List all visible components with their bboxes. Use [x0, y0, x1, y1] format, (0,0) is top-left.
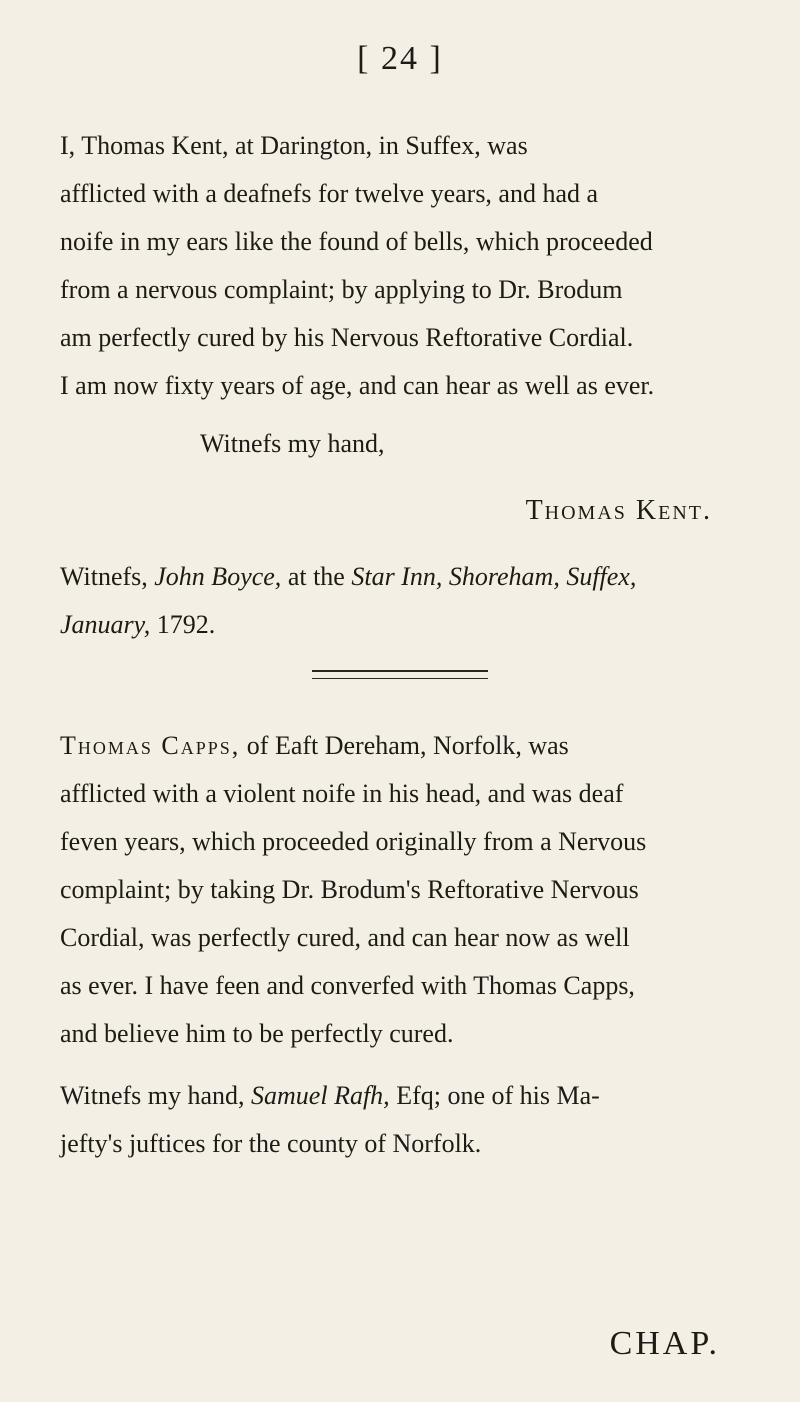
page-number: [ 24 ]	[357, 40, 443, 77]
attestation	[60, 553, 772, 649]
testimonial-line: noife in my ears like the found of bells, which proceeded	[60, 227, 653, 256]
attest-mid: at the	[281, 562, 352, 591]
testimonial-line: from a nervous complaint; by applying to Dr. Brodum	[60, 275, 623, 304]
witness-suffix: Efq; one of his Ma-	[389, 1081, 600, 1110]
attest-month: January,	[60, 610, 151, 639]
attest-year: 1792.	[150, 610, 216, 639]
signature-kent: Thomas Kent.	[525, 495, 712, 526]
testimonial-line: as ever. I have feen and converfed with Thomas Capps,	[60, 971, 635, 1000]
catchword: CHAP.	[609, 1325, 720, 1362]
testimonial-line: of Eaft Dereham, Norfolk, was	[240, 731, 569, 760]
testimonial-line: I, Thomas Kent, at Darington, in Suffex, was	[60, 131, 528, 160]
attest-name: John Boyce,	[154, 562, 282, 591]
testimonial-line: and believe him to be perfectly cured.	[60, 1019, 454, 1048]
testimonial-kent	[60, 122, 772, 410]
testimonial-name: Thomas Capps,	[60, 731, 241, 760]
testimonial-line: afflicted with a deafnefs for twelve years, and had a	[60, 179, 599, 208]
testimonial-capps	[60, 722, 772, 1168]
testimonial-line: I am now fixty years of age, and can hear as well as ever.	[60, 371, 655, 400]
section-divider	[312, 670, 488, 679]
witness-prefix: Witnefs my hand,	[60, 1081, 252, 1110]
attest-place: Star Inn, Shoreham, Suffex,	[351, 562, 637, 591]
testimonial-line: feven years, which proceeded originally from a Nervous	[60, 827, 647, 856]
testimonial-line: am perfectly cured by his Nervous Reftorative Cordial.	[60, 323, 634, 352]
testimonial-line: afflicted with a violent noife in his head, and was deaf	[60, 779, 624, 808]
testimonial-line: Cordial, was perfectly cured, and can hear now as well	[60, 923, 630, 952]
witness-line-2: jefty's juftices for the county of Norfolk.	[60, 1129, 482, 1158]
testimonial-line: complaint; by taking Dr. Brodum's Reftorative Nervous	[60, 875, 639, 904]
attest-prefix: Witnefs,	[60, 562, 155, 591]
witness-name: Samuel Rafh,	[251, 1081, 390, 1110]
witness-line: Witnefs my hand,	[200, 429, 385, 458]
